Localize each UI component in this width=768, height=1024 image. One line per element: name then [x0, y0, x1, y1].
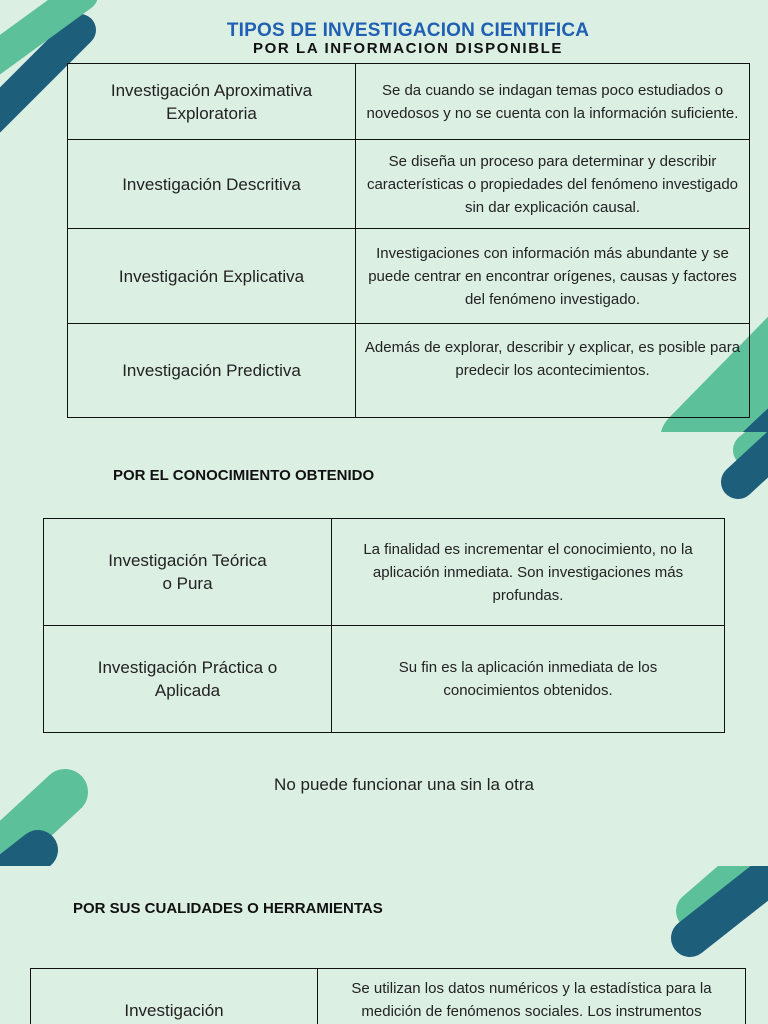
- table-qualities: [30, 968, 746, 1024]
- table-row: [68, 229, 750, 324]
- table-row: [68, 324, 750, 418]
- row-description: Se da cuando se indagan temas poco estudiados o novedosos y no se cuenta con la información suficiente.: [356, 64, 750, 140]
- table-row: [44, 519, 725, 626]
- row-description: Investigaciones con información más abundante y se puede centrar en encontrar orígenes, causas y factores del fenómeno investigado.: [356, 229, 750, 324]
- page-subtitle: POR LA INFORMACION DISPONIBLE: [252, 40, 563, 57]
- row-description: Además de explorar, describir y explicar, es posible para predecir los acontecimientos.: [356, 324, 750, 418]
- row-term: Investigación Explicativa: [68, 229, 356, 324]
- table-row: [68, 64, 750, 140]
- row-description: Se utilizan los datos numéricos y la estadística para la medición de fenómenos sociales. Los instrumentos: [318, 969, 746, 1024]
- row-term: Investigación Descritiva: [68, 140, 356, 229]
- page-panel-qualities: [0, 866, 768, 1024]
- row-description: Su fin es la aplicación inmediata de los conocimientos obtenidos.: [332, 626, 725, 733]
- page-panel-knowledge: [0, 432, 768, 866]
- section-heading-qualities: POR SUS CUALIDADES O HERRAMIENTAS: [73, 900, 383, 917]
- page-title: TIPOS DE INVESTIGACION CIENTIFICA: [226, 20, 590, 41]
- section-heading-knowledge: POR EL CONOCIMIENTO OBTENIDO: [113, 467, 375, 484]
- row-term: Investigación Teórica o Pura: [44, 519, 332, 626]
- table-row: [44, 626, 725, 733]
- page-panel-information: [0, 0, 768, 432]
- note-text: No puede funcionar una sin la otra: [274, 775, 534, 794]
- row-term: Investigación: [31, 969, 318, 1024]
- row-description: Se diseña un proceso para determinar y describir características o propiedades del fenómeno investigado sin dar explicación causal.: [356, 140, 750, 229]
- row-description: La finalidad es incrementar el conocimiento, no la aplicación inmediata. Son investigaciones más profundas.: [332, 519, 725, 626]
- table-knowledge: [43, 518, 725, 733]
- row-term: Investigación Práctica o Aplicada: [44, 626, 332, 733]
- row-term: Investigación Aproximativa Exploratoria: [68, 64, 356, 140]
- row-term: Investigación Predictiva: [68, 324, 356, 418]
- table-information: [67, 63, 750, 418]
- table-row: [31, 969, 746, 1024]
- table-row: [68, 140, 750, 229]
